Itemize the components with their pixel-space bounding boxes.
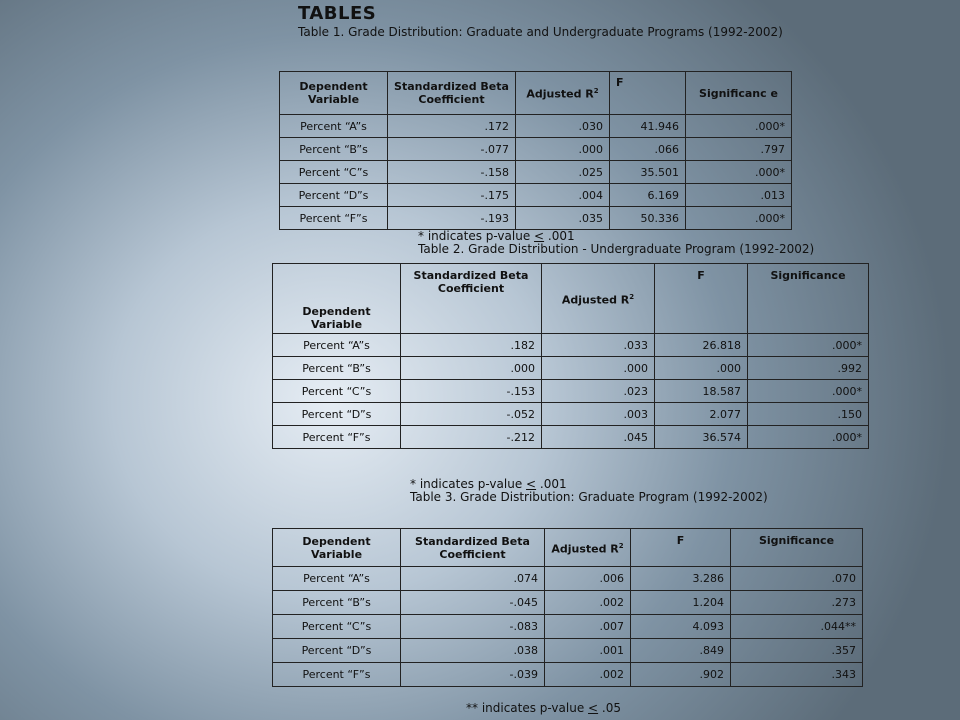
- table2-header-row: [273, 264, 869, 334]
- table-cell: 1.204: [631, 591, 731, 615]
- table-cell: .025: [516, 161, 610, 184]
- table-cell: .007: [545, 615, 631, 639]
- column-header: Standardized Beta Coefficient: [388, 72, 516, 115]
- column-header: Dependent Variable: [273, 529, 401, 567]
- table-cell: .992: [748, 357, 869, 380]
- table-cell: .000*: [686, 115, 792, 138]
- table2-footnote: * indicates p-value < .001: [410, 477, 567, 491]
- table-cell: 6.169: [610, 184, 686, 207]
- table-cell: .074: [401, 567, 545, 591]
- table-cell: .000: [655, 357, 748, 380]
- table-cell: 26.818: [655, 334, 748, 357]
- table2-caption: Table 2. Grade Distribution - Undergraduate Program (1992-2002): [418, 242, 815, 256]
- table-cell: .000: [516, 138, 610, 161]
- column-header: Standardized Beta Coefficient: [401, 264, 542, 334]
- table-cell: 4.093: [631, 615, 731, 639]
- row-label: Percent “F”s: [273, 663, 401, 687]
- table2: [272, 263, 869, 449]
- table-cell: .849: [631, 639, 731, 663]
- table-cell: 3.286: [631, 567, 731, 591]
- column-header: Significanc e: [686, 72, 792, 115]
- table-cell: .000: [542, 357, 655, 380]
- table-row: [273, 639, 863, 663]
- table1: [279, 71, 792, 230]
- column-header: F: [631, 529, 731, 567]
- table-cell: 2.077: [655, 403, 748, 426]
- table-row: [280, 161, 792, 184]
- table-cell: -.052: [401, 403, 542, 426]
- table3-caption: Table 3. Grade Distribution: Graduate Program (1992-2002): [410, 490, 768, 504]
- column-header: Significance: [731, 529, 863, 567]
- table-row: [273, 403, 869, 426]
- table-row: [280, 184, 792, 207]
- table-row: [280, 207, 792, 230]
- table-cell: -.045: [401, 591, 545, 615]
- table3-footnote: ** indicates p-value < .05: [466, 701, 621, 715]
- page-title: TABLES: [298, 3, 377, 24]
- column-header: Standardized Beta Coefficient: [401, 529, 545, 567]
- table-cell: 18.587: [655, 380, 748, 403]
- column-header: F: [655, 264, 748, 334]
- table-cell: -.153: [401, 380, 542, 403]
- table1-footnote: * indicates p-value < .001: [418, 229, 575, 243]
- table-cell: .002: [545, 591, 631, 615]
- table-cell: .000*: [748, 426, 869, 449]
- table3-header-row: [273, 529, 863, 567]
- row-label: Percent “F”s: [273, 426, 401, 449]
- row-label: Percent “C”s: [273, 615, 401, 639]
- column-header: Adjusted $R^2$: [545, 529, 631, 567]
- column-header: Adjusted $R^2$: [516, 72, 610, 115]
- table-cell: .902: [631, 663, 731, 687]
- table-row: [280, 115, 792, 138]
- row-label: Percent “B”s: [280, 138, 388, 161]
- table-row: [273, 426, 869, 449]
- table-cell: .273: [731, 591, 863, 615]
- table-row: [273, 380, 869, 403]
- table-cell: -.039: [401, 663, 545, 687]
- table-cell: .013: [686, 184, 792, 207]
- table-cell: .002: [545, 663, 631, 687]
- column-header: Adjusted $R^2$: [542, 264, 655, 334]
- table-cell: 36.574: [655, 426, 748, 449]
- table-cell: .172: [388, 115, 516, 138]
- row-label: Percent “A”s: [273, 334, 401, 357]
- table-cell: .066: [610, 138, 686, 161]
- row-label: Percent “D”s: [280, 184, 388, 207]
- table-cell: .000: [401, 357, 542, 380]
- column-header: Dependent Variable: [273, 264, 401, 334]
- row-label: Percent “B”s: [273, 357, 401, 380]
- table-cell: .035: [516, 207, 610, 230]
- table1-header-row: [280, 72, 792, 115]
- table3: [272, 528, 863, 687]
- column-header: Significance: [748, 264, 869, 334]
- row-label: Percent “B”s: [273, 591, 401, 615]
- table-cell: 35.501: [610, 161, 686, 184]
- table-cell: .797: [686, 138, 792, 161]
- row-label: Percent “F”s: [280, 207, 388, 230]
- table-cell: .044**: [731, 615, 863, 639]
- table-cell: -.193: [388, 207, 516, 230]
- table-row: [273, 591, 863, 615]
- table-cell: .000*: [748, 334, 869, 357]
- row-label: Percent “A”s: [273, 567, 401, 591]
- table-cell: -.175: [388, 184, 516, 207]
- column-header: Dependent Variable: [280, 72, 388, 115]
- column-header: F: [610, 72, 686, 115]
- table1-caption: Table 1. Grade Distribution: Graduate and Undergraduate Programs (1992-2002): [298, 25, 783, 39]
- row-label: Percent “D”s: [273, 639, 401, 663]
- table-cell: .150: [748, 403, 869, 426]
- table-cell: .045: [542, 426, 655, 449]
- row-label: Percent “C”s: [273, 380, 401, 403]
- table-cell: .000*: [686, 207, 792, 230]
- row-label: Percent “D”s: [273, 403, 401, 426]
- table-cell: .000*: [748, 380, 869, 403]
- table-cell: .182: [401, 334, 542, 357]
- table-cell: .003: [542, 403, 655, 426]
- table-cell: -.077: [388, 138, 516, 161]
- table-cell: .004: [516, 184, 610, 207]
- table-cell: .038: [401, 639, 545, 663]
- table-cell: 41.946: [610, 115, 686, 138]
- table-row: [273, 357, 869, 380]
- table-row: [273, 334, 869, 357]
- table-cell: -.158: [388, 161, 516, 184]
- table-cell: -.212: [401, 426, 542, 449]
- table-cell: .000*: [686, 161, 792, 184]
- table-cell: .343: [731, 663, 863, 687]
- table-row: [273, 663, 863, 687]
- row-label: Percent “A”s: [280, 115, 388, 138]
- table-cell: .070: [731, 567, 863, 591]
- table-cell: 50.336: [610, 207, 686, 230]
- table-cell: .030: [516, 115, 610, 138]
- table-cell: .033: [542, 334, 655, 357]
- table-cell: .006: [545, 567, 631, 591]
- table-cell: .357: [731, 639, 863, 663]
- row-label: Percent “C”s: [280, 161, 388, 184]
- table-row: [273, 567, 863, 591]
- table-row: [273, 615, 863, 639]
- table-cell: .023: [542, 380, 655, 403]
- table-cell: -.083: [401, 615, 545, 639]
- table-row: [280, 138, 792, 161]
- table-cell: .001: [545, 639, 631, 663]
